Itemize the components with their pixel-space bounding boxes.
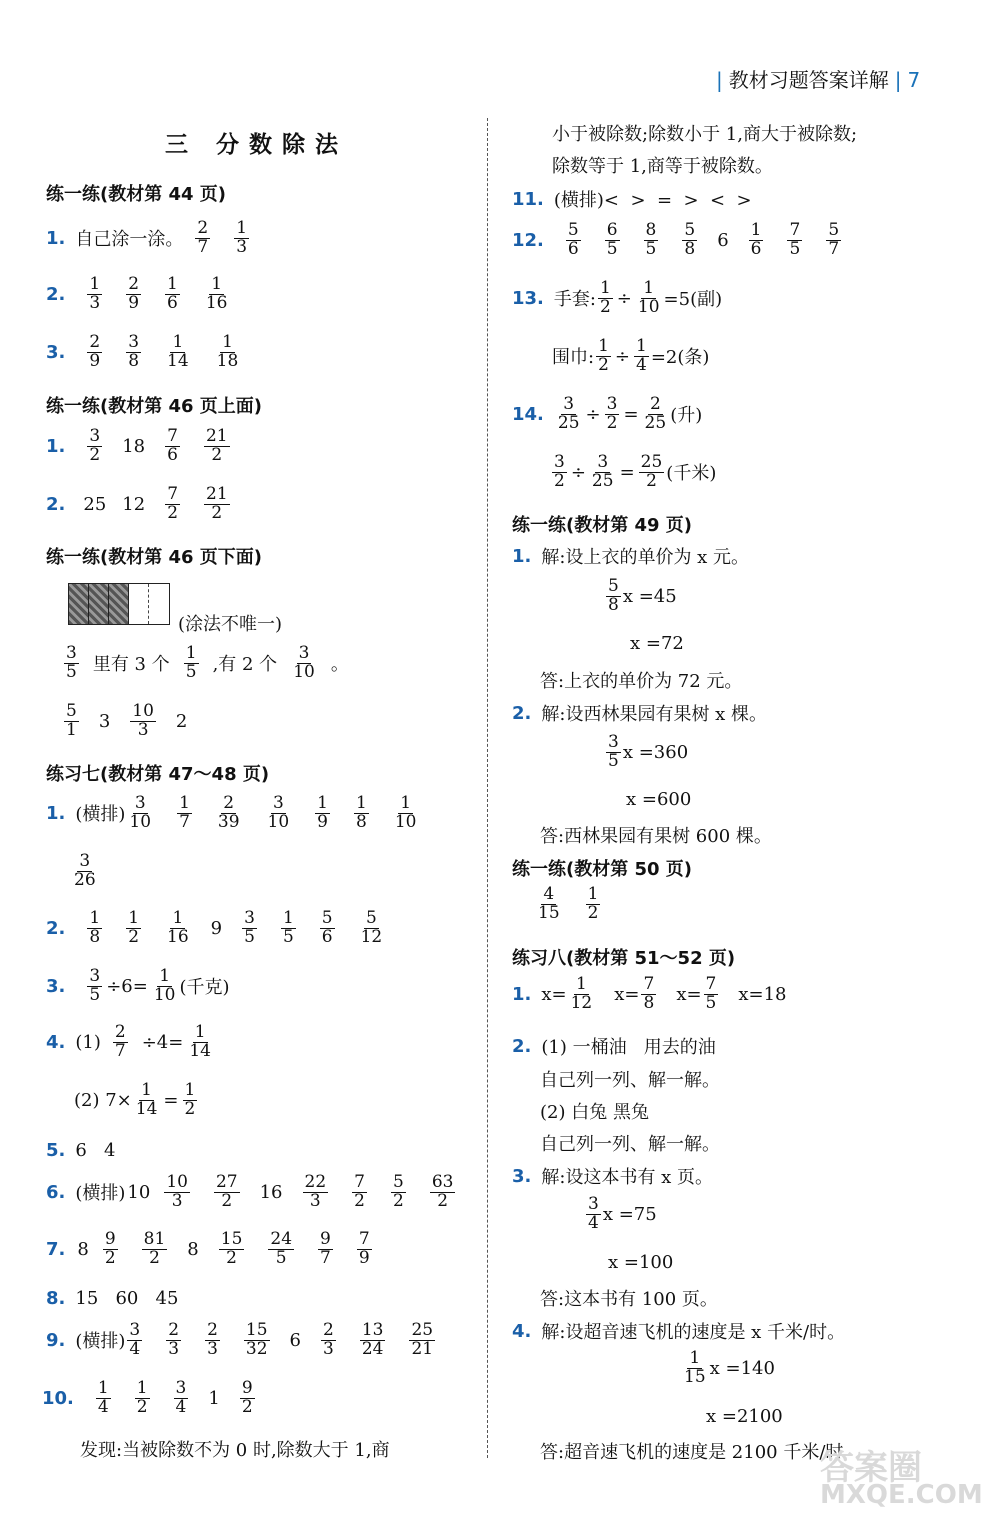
solution: x =600	[626, 789, 692, 810]
answer-2: 2. 25 12 $\frac{7}{2}$ $\frac{21}{2}$	[46, 484, 228, 523]
exercise-heading: 练习七(教材第 47～48 页)	[46, 764, 270, 785]
page-number: 7	[907, 68, 921, 92]
answer-2-note: 自己列一列、解一解。	[540, 1134, 720, 1155]
answer-11: 11. (横排)< > = > < >	[512, 188, 752, 211]
answer-statement: 答:上衣的单价为 72 元。	[540, 671, 743, 692]
answer-row: $\frac{5}{1}$ 3 $\frac{10}{3}$ 2	[66, 701, 188, 740]
equation: $\frac{3}{5}$ x =360	[608, 732, 689, 771]
answer-2-b: (2) 白兔 黑兔	[540, 1102, 649, 1123]
equation: $\frac{5}{8}$ x =45	[608, 576, 677, 615]
answer-row: $\frac{4}{15}$ $\frac{1}{2}$	[538, 884, 599, 923]
answer-9: 9. (横排) $\frac{3}{4}$ $\frac{2}{3}$ $\frac{2}{3}$ $\frac{15}{32}$ 6 $\frac{2}{3}$ $\frac{13}{24}$ $\frac{25}{21}$	[46, 1320, 434, 1359]
column-divider	[487, 118, 488, 1458]
equation: $\frac{3}{4}$ x =75	[588, 1194, 657, 1233]
watermark-url: MXQE.COM	[820, 1480, 983, 1510]
answer-4-1: 4. (1) $\frac{2}{7}$ ÷4= $\frac{1}{14}$	[46, 1022, 211, 1061]
answer-1: 1. x= $\frac{1}{12}$ x= $\frac{7}{8}$ x= $\frac{7}{5}$ x=18	[512, 974, 787, 1013]
answer-4-2: (2) 7× $\frac{1}{14}$ = $\frac{1}{2}$	[74, 1080, 196, 1119]
answer-8: 8. 15 60 45	[46, 1288, 179, 1309]
answer-statement: 答:超音速飞机的速度是 2100 千米/时	[540, 1442, 844, 1463]
answer-fraction-text: $\frac{3}{5}$ 里有 3 个 $\frac{1}{5}$ ,有 2 个 $\frac{3}{10}$ 。	[66, 643, 349, 682]
exercise-heading: 练一练(教材第 50 页)	[512, 859, 693, 880]
exercise-heading: 练一练(教材第 44 页)	[46, 184, 227, 205]
answer-2: 2. $\frac{1}{3}$ $\frac{2}{9}$ $\frac{1}{6}$ $\frac{1}{16}$	[46, 274, 228, 313]
solution: x =2100	[706, 1406, 783, 1427]
answer-2-note: 自己列一列、解一解。	[540, 1070, 720, 1091]
answer-13-b: 围巾: $\frac{1}{2}$ ÷ $\frac{1}{4}$ =2(条)	[552, 336, 710, 375]
observation-text-cont: 除数等于 1,商等于被除数。	[552, 156, 773, 177]
header-title: 教材习题答案详解	[728, 68, 889, 92]
answer-12: 12. $\frac{5}{6}$ $\frac{6}{5}$ $\frac{8}{5}$ $\frac{5}{8}$ 6 $\frac{1}{6}$ $\frac{7}{5}$ $\frac{5}{7}$	[512, 220, 840, 259]
answer-3: 3. $\frac{3}{5}$ ÷6= $\frac{1}{10}$ (千克)	[46, 966, 230, 1005]
exercise-heading: 练习八(教材第 51～52 页)	[512, 948, 736, 969]
shading-note: (涂法不唯一)	[178, 614, 283, 635]
observation-text: 发现:当被除数不为 0 时,除数大于 1,商	[80, 1440, 390, 1461]
shaded-fraction-bar	[68, 583, 170, 625]
solution: x =72	[630, 633, 684, 654]
answer-1: 1. 自己涂一涂。 $\frac{2}{7}$ $\frac{1}{3}$	[46, 218, 248, 257]
problem-3: 3. 解:设这本书有 x 页。	[512, 1165, 714, 1188]
answer-1-cont: $\frac{3}{26}$	[74, 851, 96, 890]
answer-1: 1. (横排) $\frac{3}{10}$ $\frac{1}{7}$ $\frac{2}{39}$ $\frac{3}{10}$ $\frac{1}{9}$ $\frac{1}{8}$ $\frac{1}{10}$	[46, 793, 417, 832]
answer-statement: 答:西林果园有果树 600 棵。	[540, 826, 772, 847]
observation-text-cont: 小于被除数;除数小于 1,商大于被除数;	[552, 124, 858, 145]
problem-4: 4. 解:设超音速飞机的速度是 x 千米/时。	[512, 1320, 846, 1343]
problem-2: 2. 解:设西林果园有果树 x 棵。	[512, 702, 768, 725]
answer-1: 1. $\frac{3}{2}$ 18 $\frac{7}{6}$ $\frac{21}{2}$	[46, 426, 228, 465]
solution: x =100	[608, 1252, 674, 1273]
answer-7: 7. 8 $\frac{9}{2}$ $\frac{81}{2}$ 8 $\frac{15}{2}$ $\frac{24}{5}$ $\frac{9}{7}$ $\frac{7}{9}$	[46, 1229, 370, 1268]
problem-1: 1. 解:设上衣的单价为 x 元。	[512, 545, 750, 568]
answer-6: 6. (横排) 10 $\frac{10}{3}$ $\frac{27}{2}$ 16 $\frac{22}{3}$ $\frac{7}{2}$ $\frac{5}{2}$ $\frac{63}{2}$	[46, 1172, 454, 1211]
answer-3: 3. $\frac{2}{9}$ $\frac{3}{8}$ $\frac{1}{14}$ $\frac{1}{18}$	[46, 332, 239, 371]
answer-10: 10. $\frac{1}{4}$ $\frac{1}{2}$ $\frac{3}{4}$ 1 $\frac{9}{2}$	[42, 1378, 253, 1417]
answer-5: 5. 6 4	[46, 1140, 116, 1161]
exercise-heading: 练一练(教材第 49 页)	[512, 515, 693, 536]
answer-2: 2. $\frac{1}{8}$ $\frac{1}{2}$ $\frac{1}{16}$ 9 $\frac{3}{5}$ $\frac{1}{5}$ $\frac{5}{6}$ $\frac{5}{12}$	[46, 908, 383, 947]
exercise-heading: 练一练(教材第 46 页下面)	[46, 547, 263, 568]
exercise-heading: 练一练(教材第 46 页上面)	[46, 396, 263, 417]
watermark-logo: 答案圈	[820, 1448, 922, 1488]
answer-14-a: 14. $\frac{3}{25}$ ÷ $\frac{3}{2}$ = $\frac{2}{25}$ (升)	[512, 394, 703, 433]
equation: $\frac{1}{15}$ x =140	[684, 1348, 775, 1387]
section-title: 三 分数除法	[165, 132, 349, 158]
answer-statement: 答:这本书有 100 页。	[540, 1289, 718, 1310]
answer-13-a: 13. 手套: $\frac{1}{2}$ ÷ $\frac{1}{10}$ =5(副)	[512, 278, 723, 317]
answer-2: 2. (1) 一桶油 用去的油	[512, 1035, 716, 1058]
page-header: | 教材习题答案详解 | 7	[716, 68, 921, 92]
answer-14-b: $\frac{3}{2}$ ÷ $\frac{3}{25}$ = $\frac{25}{2}$ (千米)	[554, 452, 717, 491]
